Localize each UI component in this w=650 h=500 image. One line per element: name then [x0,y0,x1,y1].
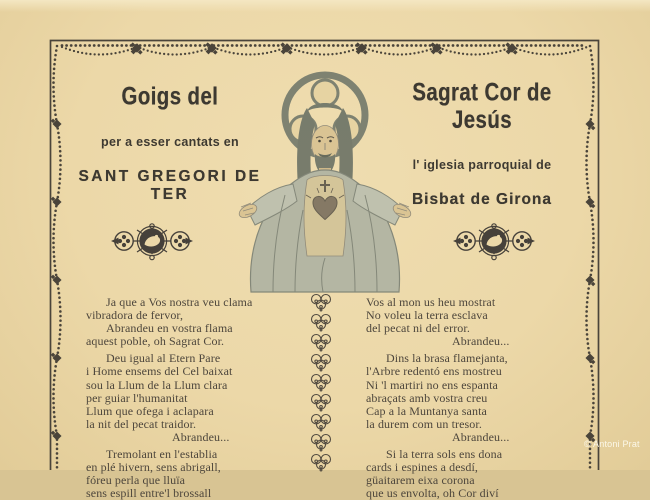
verse-line: Abrandeu... [452,429,510,444]
verse-line: Tremolant en l'establia [106,447,218,462]
verse-line: güaitarem eixa corona [366,473,475,488]
verse-line: per guiar l'humanitat [86,390,188,405]
fleuron-ornament-right [452,222,536,262]
verse-line: i Home ensems del Cel baixat [86,364,233,379]
verse-line: vibradora de fervor, [86,308,184,323]
watermark: © Antoni Prat [584,439,640,449]
page-title-left: Goigs del [121,82,219,111]
verse-line: la nit del pecat traidor. [86,416,197,431]
verse-line: Abrandeu... [172,429,230,444]
verse-line: Vos al mon us heu mostrat [366,295,496,309]
page-title-right: Sagrat Cor de Jesús [412,78,552,135]
verse-line: sou la Llum de la Llum clara [86,377,228,392]
trefoil-ornament [309,314,333,331]
trefoil-ornament [309,334,333,351]
verse-line: en plé hivern, sens abrigall, [86,460,221,475]
trefoil-ornament [309,354,333,371]
verse-line: que us envolta, oh Cor diví [366,486,499,500]
verse-line: Ni 'l martiri no ens espanta [366,377,498,392]
verse-line: Ja que a Vos nostra veu clama [106,295,253,309]
verse-line: cards i espines a desdí, [366,460,479,475]
verse-line: Si la terra sols ens dona [386,447,503,462]
trefoil-ornament [309,374,333,391]
verse-line: fóreu perla que lluïa [86,473,186,488]
sacred-heart-engraving [235,60,415,292]
diocese-name: Bisbat de Girona [411,191,553,208]
ornament-divider [309,294,333,470]
verse-column-left [86,296,336,500]
verse-line: del pecat ni del error. [366,321,470,336]
verse-line: Deu igual al Etern Pare [106,351,221,366]
verse-line: Dins la brasa flamejanta, [386,351,508,366]
verse-line: Abrandeu... [452,334,510,349]
fleuron-ornament-left [110,222,194,262]
trefoil-ornament [309,414,333,431]
verse-line: sens espill entre'l brossall [86,486,212,500]
verse-line: aquest poble, oh Sagrat Cor. [86,334,225,349]
trefoil-ornament [309,434,333,451]
place-name: SANT GREGORI DE TER [78,168,262,203]
trefoil-ornament [309,394,333,411]
subtitle-left: per a esser cantats en [101,135,239,149]
verse-line: l'Arbre redentó ens mostreu [366,364,502,379]
trefoil-ornament [309,294,333,311]
verse-line: abraçats amb vostra creu [366,390,488,405]
trefoil-ornament [309,454,333,471]
verse-line: la durem com un tresor. [366,416,482,431]
verse-column-right [366,296,616,500]
verse-line: Llum que ofega i aclapara [86,403,214,418]
jesus-figure-illustration [235,60,415,292]
verse-line: Cap a la Muntanya santa [366,403,487,418]
verse-line: Abrandeu en vostra flama [106,321,233,336]
subtitle-right: l' iglesia parroquial de [412,158,552,172]
verse-line: No voleu la terra esclava [366,308,488,323]
